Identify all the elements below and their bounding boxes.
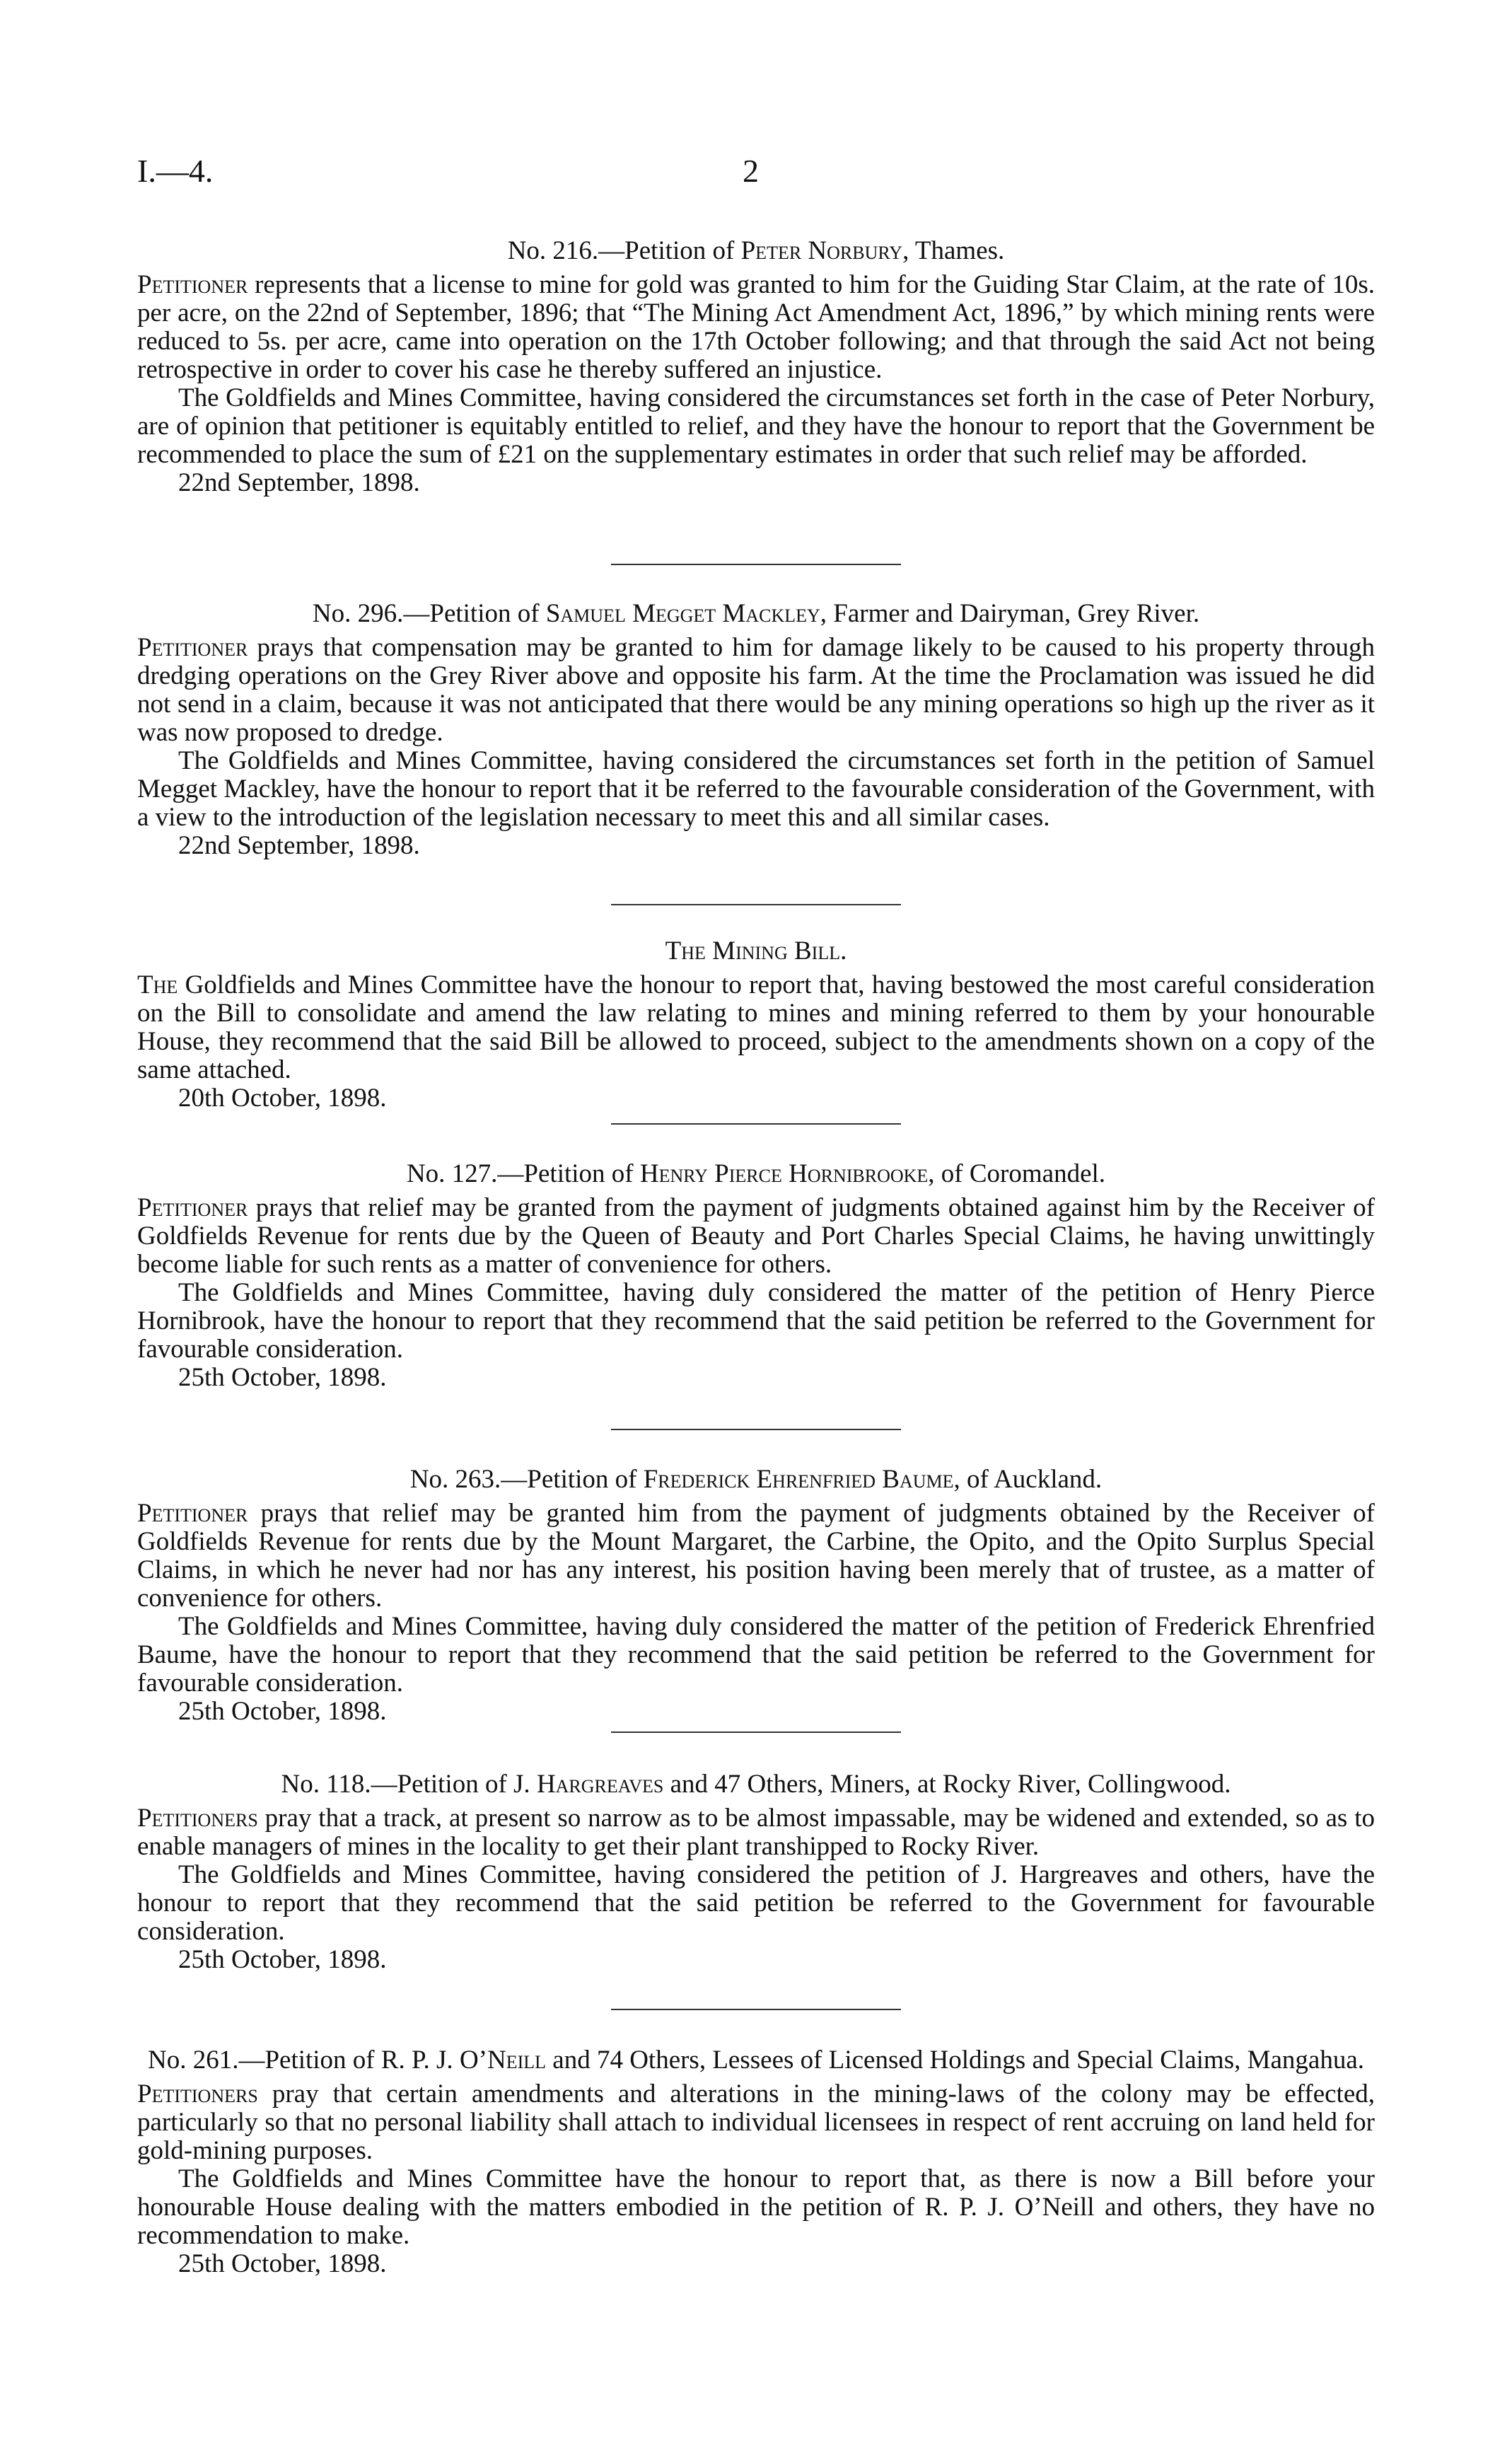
report-date: 25th October, 1898.	[178, 1945, 387, 1974]
section-title	[137, 1160, 1375, 1188]
title-suffix: and 47 Others, Miners, at Rocky River, Collingwood.	[663, 1770, 1231, 1799]
section-title	[137, 2046, 1375, 2075]
document-reference: I.—4.	[137, 153, 214, 189]
section-title	[137, 600, 1375, 628]
title-suffix: .	[840, 936, 847, 965]
committee-paragraph: The Goldfields and Mines Committee have the honour to report that, as there is now a Bill before your honourable House dealing with the matters embodied in the petition of R. P. J. O’Neill and others, they have no recommendation to make.	[137, 2164, 1375, 2250]
paragraph	[137, 634, 1375, 747]
paragraph-text: prays that relief may be granted from the payment of judgments obtained against him by the Receiver of Goldfields Revenue for rents due by the Queen of Beauty and Port Charles Special Claims, he having unwittingly become liable for such rents as a matter of convenience for others.	[137, 1193, 1375, 1279]
title-name: Frederick Ehrenfried Baume	[643, 1465, 954, 1494]
title-prefix: No. 296.—Petition of	[312, 599, 546, 628]
section-divider	[611, 564, 901, 565]
section-divider	[611, 2009, 901, 2010]
section-title	[137, 937, 1375, 965]
committee-paragraph: The Goldfields and Mines Committee, having considered the circumstances set forth in the petition of Samuel Megget Mackley, have the honour to report that it be referred to the favourable consideration of the Government, with a view to the introduction of the legislation necessary to meet this and all similar cases.	[137, 746, 1375, 832]
lead-word: Petitioners	[137, 1804, 258, 1833]
title-name: The Mining Bill	[665, 936, 841, 965]
title-suffix: , of Coromandel.	[928, 1159, 1106, 1188]
report-date: 25th October, 1898.	[178, 1363, 387, 1392]
paragraph	[137, 971, 1375, 1084]
title-name: Hargreaves	[536, 1770, 664, 1799]
lead-word: Petitioner	[137, 1499, 248, 1528]
page-number: 2	[743, 153, 759, 189]
title-suffix: , Farmer and Dairyman, Grey River.	[820, 599, 1200, 628]
section-title	[137, 1466, 1375, 1494]
petition-section	[137, 2046, 1375, 2278]
lead-word: Petitioner	[137, 1193, 248, 1222]
title-suffix: , Thames.	[902, 236, 1005, 265]
report-date: 25th October, 1898.	[178, 2249, 387, 2278]
paragraph	[137, 2080, 1375, 2165]
paragraph-text: represents that a license to mine for gold was granted to him for the Guiding Star Claim, at the rate of 10s. per acre, on the 22nd of September, 1896; that “The Mining Act Amendment Act, 1896,” by which mining rents were reduced to 5s. per acre, came into operation on the 17th October following; and that through the said Act not being retrospective in order to cover his case he thereby suffered an injustice.	[137, 270, 1375, 384]
lead-word: Petitioner	[137, 633, 248, 662]
lead-word: Petitioners	[137, 2079, 258, 2108]
title-prefix: No. 127.—Petition of	[406, 1159, 640, 1188]
petition-section	[137, 600, 1375, 860]
section-title	[137, 1770, 1375, 1799]
title-name: Henry Pierce Hornibrooke	[639, 1159, 929, 1188]
section-title	[137, 237, 1375, 265]
lead-word: The	[137, 970, 178, 999]
title-name: Samuel Megget Mackley	[545, 599, 820, 628]
section-divider	[611, 1429, 901, 1430]
petition-section	[137, 1160, 1375, 1392]
paragraph	[137, 271, 1375, 384]
title-prefix: No. 263.—Petition of	[409, 1465, 644, 1494]
report-date: 22nd September, 1898.	[178, 831, 420, 860]
title-name: Peter Norbury	[740, 236, 903, 265]
paragraph	[137, 1804, 1375, 1861]
committee-paragraph: The Goldfields and Mines Committee, having considered the circumstances set forth in the case of Peter Norbury, are of opinion that petitioner is equitably entitled to relief, and they have the honour to report that the Government be recommended to place the sum of £21 on the supplementary estimates in order that such relief may be afforded.	[137, 383, 1375, 469]
petition-section	[137, 1770, 1375, 1974]
committee-paragraph: The Goldfields and Mines Committee, having duly considered the matter of the petition of Frederick Ehrenfried Baume, have the honour to report that they recommend that the said petition be referred to the Government for favourable consideration.	[137, 1612, 1375, 1698]
paragraph-text: Goldfields and Mines Committee have the honour to report that, having bestowed the most careful consideration on the Bill to consolidate and amend the law relating to mines and mining referred to them by your honourable House, they recommend that the said Bill be allowed to proceed, subject to the amendments shown on a copy of the same attached.	[137, 970, 1375, 1084]
paragraph-text: pray that certain amendments and alterations in the mining-laws of the colony may be effected, particularly so that no personal liability shall attach to individual licensees in respect of rent accruing on land held for gold-mining purposes.	[137, 2079, 1375, 2165]
petition-section	[137, 937, 1375, 1113]
title-prefix: No. 261.—Petition of R. P. J.	[147, 2046, 460, 2075]
paragraph-text: pray that a track, at present so narrow as to be almost impassable, may be widened and extended, so as to enable managers of mines in the locality to get their plant transhipped to Rocky River.	[137, 1804, 1375, 1861]
petition-section	[137, 237, 1375, 497]
title-prefix: No. 216.—Petition of	[507, 236, 741, 265]
committee-paragraph: The Goldfields and Mines Committee, having duly considered the matter of the petition of Henry Pierce Hornibrook, have the honour to report that they recommend that the said petition be referred to the Government for favourable consideration.	[137, 1278, 1375, 1364]
paragraph	[137, 1499, 1375, 1613]
petition-section	[137, 1466, 1375, 1726]
section-divider	[611, 904, 901, 905]
title-prefix: No. 118.—Petition of J.	[281, 1770, 537, 1799]
report-date: 25th October, 1898.	[178, 1697, 387, 1726]
report-date: 22nd September, 1898.	[178, 468, 420, 497]
section-divider	[611, 1123, 901, 1125]
paragraph-text: prays that compensation may be granted to him for damage likely to be caused to his property through dredging operations on the Grey River above and opposite his farm. At the time the Proclamation was issued he did not send in a claim, because it was not anticipated that there would be any mining operations so high up the river as it was now proposed to dredge.	[137, 633, 1375, 747]
committee-paragraph: The Goldfields and Mines Committee, having considered the petition of J. Hargreaves and others, have the honour to report that they recommend that the said petition be referred to the Government for favourable consideration.	[137, 1860, 1375, 1946]
report-date: 20th October, 1898.	[178, 1084, 387, 1113]
section-divider	[611, 1731, 901, 1733]
title-name: O’Neill	[459, 2046, 547, 2075]
lead-word: Petitioner	[137, 270, 248, 299]
paragraph	[137, 1194, 1375, 1279]
title-suffix: , of Auckland.	[953, 1465, 1103, 1494]
title-suffix: and 74 Others, Lessees of Licensed Holdings and Special Claims, Mangahua.	[546, 2046, 1365, 2075]
paragraph-text: prays that relief may be granted him from the payment of judgments obtained by the Receiver of Goldfields Revenue for rents due by the Mount Margaret, the Carbine, the Opito, and the Opito Surplus Special Claims, in which he never had nor has any interest, his position having been merely that of trustee, as a matter of convenience for others.	[137, 1499, 1375, 1613]
